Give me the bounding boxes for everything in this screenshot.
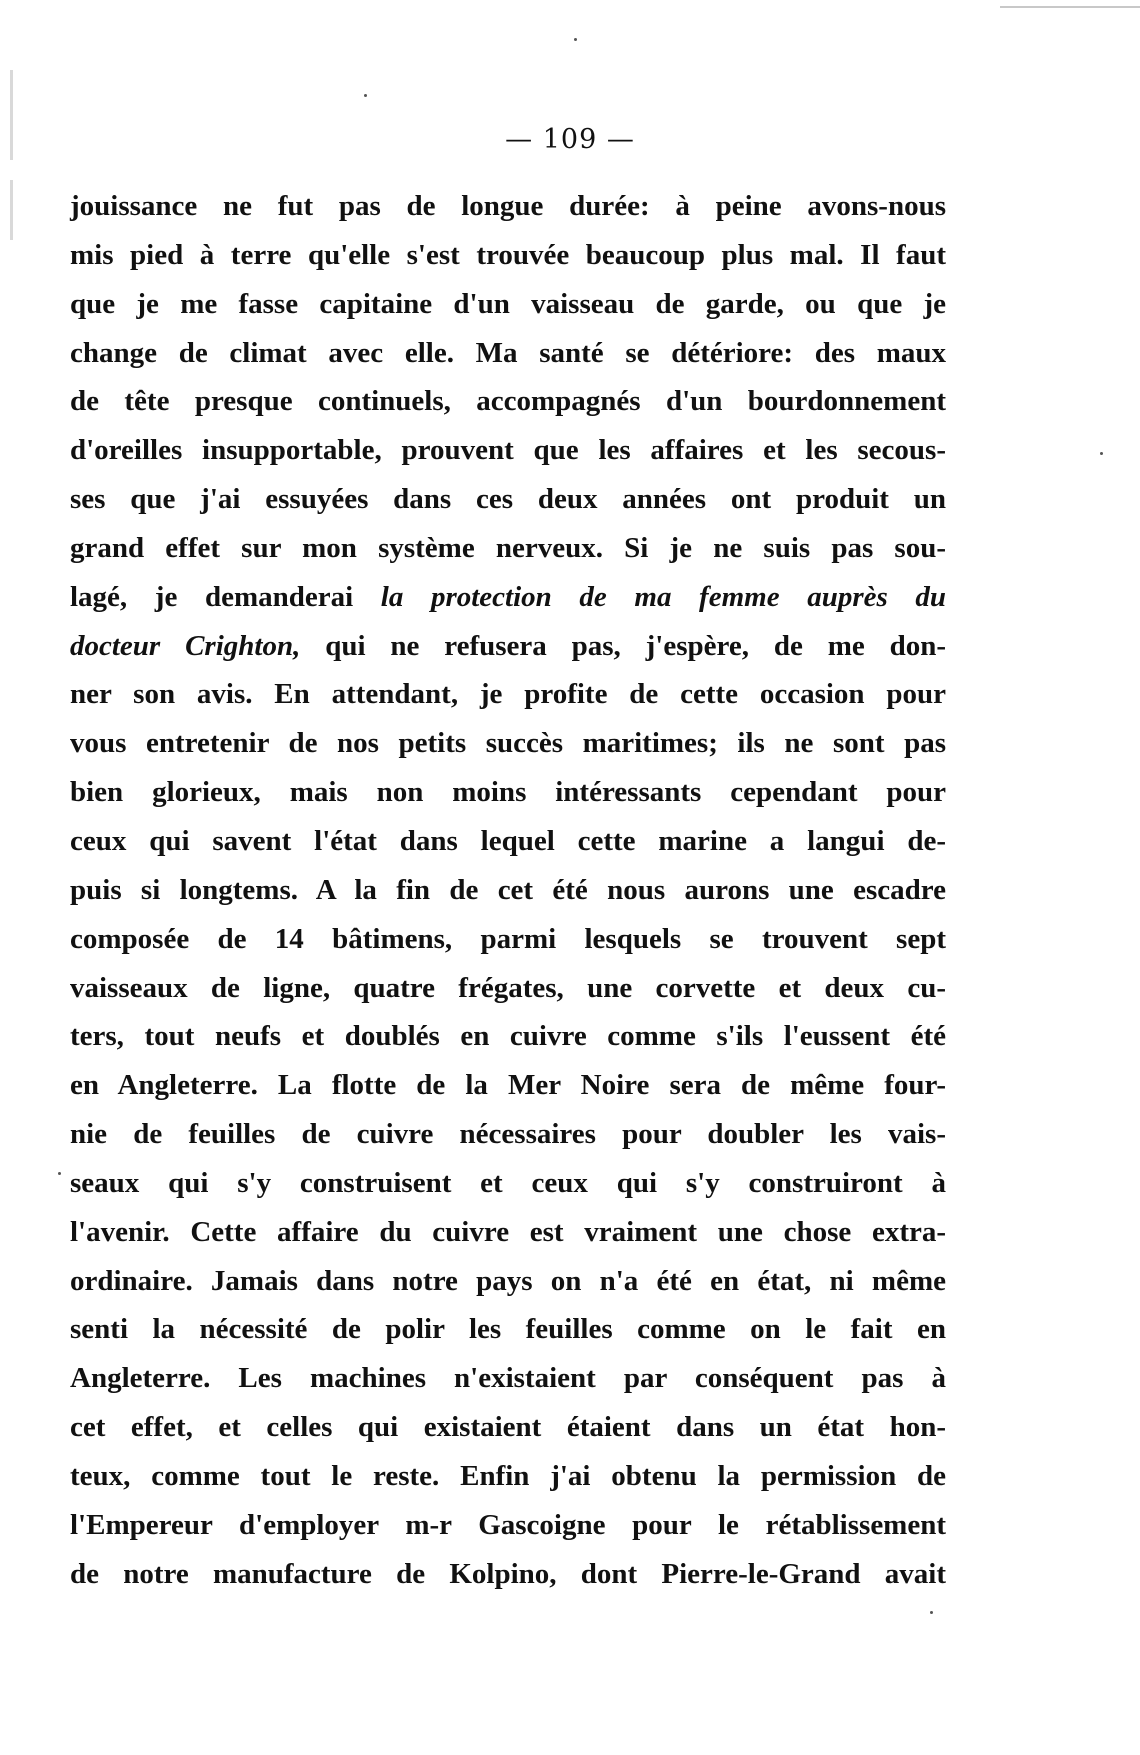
text-line: seaux qui s'y construisent et ceux qui s'y construiront à xyxy=(70,1166,946,1199)
text-line: de tête presque continuels, accompagnés d'un bourdonnement xyxy=(70,385,946,418)
scan-speck xyxy=(574,38,577,41)
scan-speck xyxy=(364,94,367,97)
scan-speck xyxy=(1100,452,1103,455)
text-line-mixed xyxy=(70,622,946,671)
text-line: mis pied à terre qu'elle s'est trouvée beaucoup plus mal. Il faut xyxy=(70,238,946,271)
text-line: Angleterre. Les machines n'existaient par conséquent pas à xyxy=(70,1362,946,1395)
text-line: l'Empereur d'employer m-r Gascoigne pour le rétablissement xyxy=(70,1508,946,1541)
text-line: nie de feuilles de cuivre nécessaires pour doubler les vais- xyxy=(70,1118,946,1151)
text-line: d'oreilles insupportable, prouvent que les affaires et les secous- xyxy=(70,434,946,467)
italic-segment: la protection de ma femme auprès du xyxy=(380,580,947,613)
text-line: cet effet, et celles qui existaient étaient dans un état hon- xyxy=(70,1411,946,1444)
text-line: l'avenir. Cette affaire du cuivre est vraiment une chose extra- xyxy=(70,1215,946,1248)
text-line: vaisseaux de ligne, quatre frégates, une corvette et deux cu- xyxy=(70,971,946,1004)
scan-margin-mark xyxy=(10,180,13,240)
text-line: ner son avis. En attendant, je profite de cette occasion pour xyxy=(70,678,946,711)
page-number: — 109 — xyxy=(505,124,635,155)
text-line: en Angleterre. La flotte de la Mer Noire sera de même four- xyxy=(70,1069,946,1102)
text-segment: qui ne refusera pas, j'espère, de me don- xyxy=(300,629,946,662)
text-line: ses que j'ai essuyées dans ces deux années ont produit un xyxy=(70,483,946,516)
scan-speck xyxy=(58,1172,61,1175)
body-text xyxy=(70,182,946,1598)
italic-segment: docteur Crighton, xyxy=(70,629,301,662)
text-line: change de climat avec elle. Ma santé se détériore: des maux xyxy=(70,336,946,369)
text-line: jouissance ne fut pas de longue durée: à peine avons-nous xyxy=(70,190,946,222)
text-line: bien glorieux, mais non moins intéressants cependant pour xyxy=(70,776,946,809)
text-line: senti la nécessité de polir les feuilles comme on le fait en xyxy=(70,1313,946,1346)
text-line: teux, comme tout le reste. Enfin j'ai obtenu la permission de xyxy=(70,1459,946,1492)
text-segment: lagé, je demanderai xyxy=(70,580,381,613)
scan-speck xyxy=(930,1611,933,1614)
scan-edge-rule xyxy=(1000,6,1140,8)
text-line: ceux qui savent l'état dans lequel cette marine a langui de- xyxy=(70,824,946,857)
text-line-mixed xyxy=(70,573,946,622)
text-line: composée de 14 bâtimens, parmi lesquels se trouvent sept xyxy=(70,922,946,955)
text-line: que je me fasse capitaine d'un vaisseau de garde, ou que je xyxy=(70,287,946,320)
text-line: ordinaire. Jamais dans notre pays on n'a été en état, ni même xyxy=(70,1264,946,1297)
text-line: ters, tout neufs et doublés en cuivre comme s'ils l'eussent été xyxy=(70,1020,946,1053)
text-line: grand effet sur mon système nerveux. Si je ne suis pas sou- xyxy=(70,531,946,564)
text-line: vous entretenir de nos petits succès maritimes; ils ne sont pas xyxy=(70,727,946,760)
text-line: puis si longtems. A la fin de cet été nous aurons une escadre xyxy=(70,873,946,906)
text-line: de notre manufacture de Kolpino, dont Pierre-le-Grand avait xyxy=(70,1557,946,1590)
